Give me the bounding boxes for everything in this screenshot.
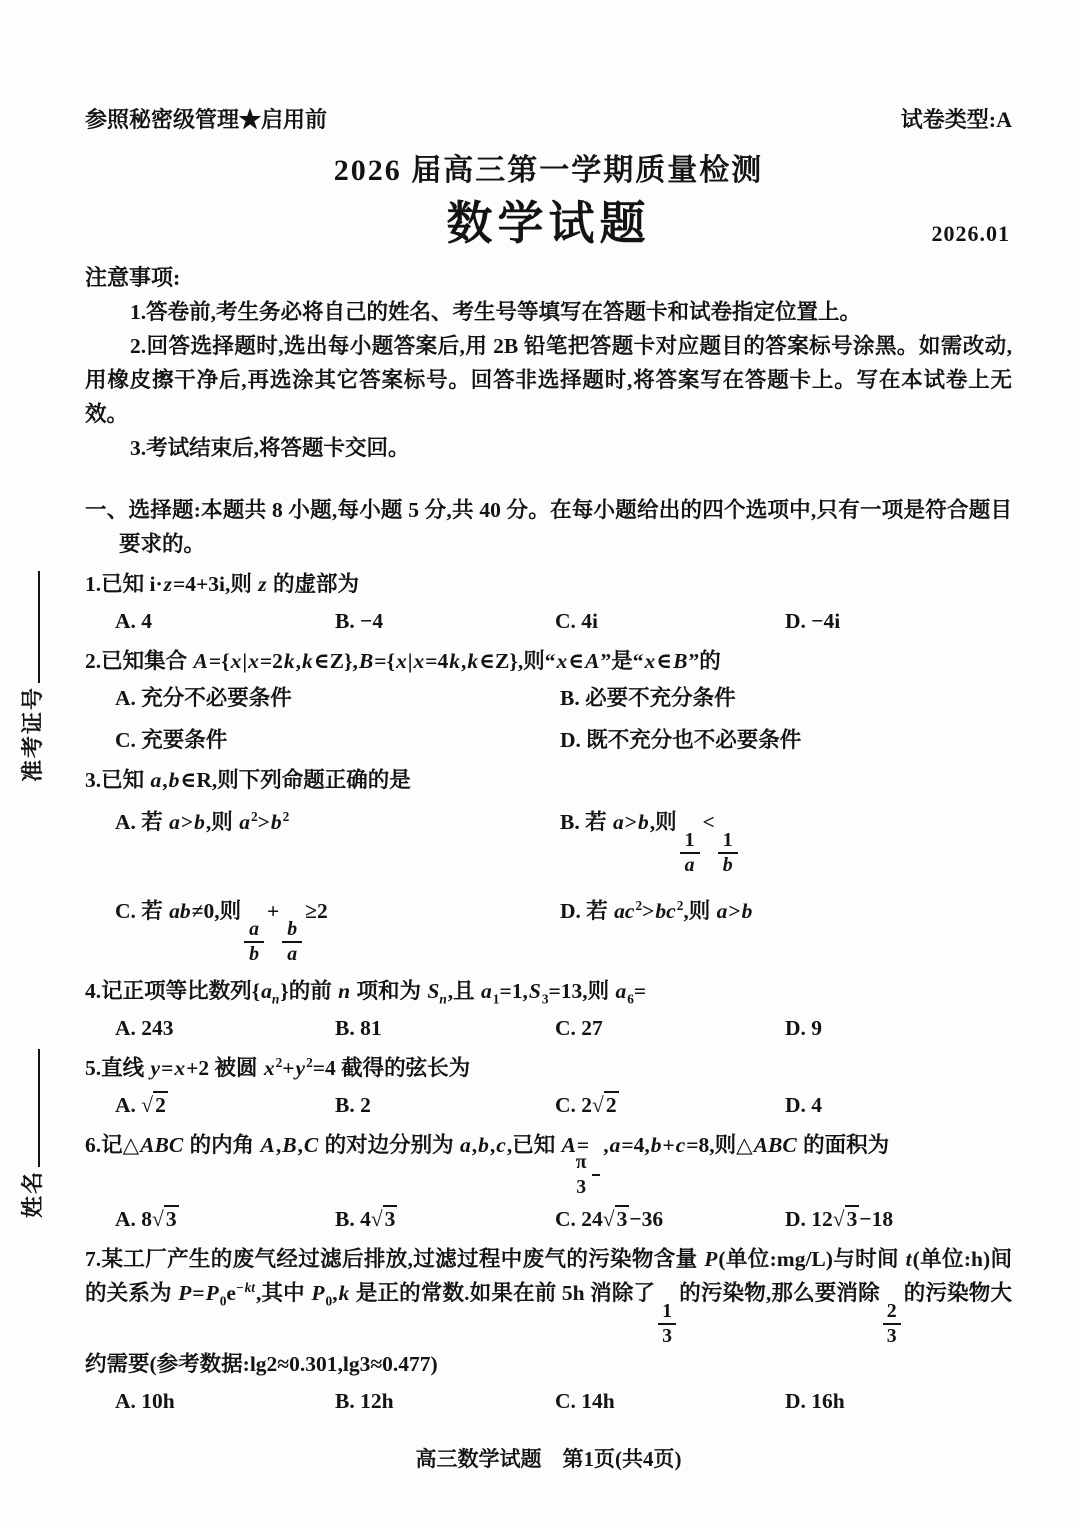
- question-1-option-d: D. −4i: [785, 609, 841, 633]
- question-1-option-c: C. 4i: [555, 609, 598, 633]
- question-2-option-b: B. 必要不充分条件: [560, 686, 736, 710]
- question-4-option-a: A. 243: [115, 1015, 174, 1040]
- question-1: [85, 567, 1012, 638]
- subject-title-row: [85, 195, 1012, 253]
- exam-date: 2026.01: [931, 221, 1010, 246]
- security-classification-label: 参照秘密级管理★启用前: [85, 107, 328, 132]
- exam-session-title: 2026 届高三第一学期质量检测: [333, 154, 764, 187]
- header-row: [85, 103, 1012, 137]
- question-5-option-b: B. 2: [335, 1092, 371, 1117]
- name-blank-line: [17, 1049, 40, 1167]
- question-3-stem: 3.已知 a,b∈R,则下列命题正确的是: [85, 768, 411, 792]
- question-1-options: [85, 604, 1012, 638]
- exam-number-label-text: 准考证号: [20, 685, 45, 782]
- page-content: [85, 0, 1012, 1476]
- question-7-stem: 7.某工厂产生的废气经过滤后排放,过滤过程中废气的污染物含量 P(单位:mg/L)与时间 t(单位:h)间的关系为 $P=P_0e^{-kt}$,其中 $P_0,k$ 是正的常数.如果在前 5h 消除了 $\frac{1}{3}$ 的污染物,那么要消除 $\frac{2}{3}$ 的污染物大约需要(参考数据:lg2≈0.301,lg3≈0.477): [85, 1246, 1012, 1377]
- question-3-option-b: B. 若 a>b,则 $\frac{1}{a}$ < $\frac{1}{b}$: [560, 805, 1012, 876]
- section-1-heading: 一、选择题:本题共 8 小题,每小题 5 分,共 40 分。在每小题给出的四个选项中,只有一项是符合题目要求的。: [85, 498, 1012, 556]
- question-7-option-a: A. 10h: [115, 1389, 175, 1414]
- question-6-option-a: A. 8√3: [115, 1206, 177, 1231]
- question-6-option-b: B. 4√3: [335, 1206, 396, 1231]
- question-2-options: [85, 681, 1012, 757]
- question-2: [85, 644, 1012, 757]
- question-5-stem: 5.直线 y=x+2 被圆 $x^2+y^2=4$ 截得的弦长为: [85, 1054, 471, 1080]
- question-2-option-d: D. 既不充分也不必要条件: [560, 728, 802, 752]
- question-6-stem: 6.记△ABC 的内角 A,B,C 的对边分别为 a,b,c,已知 A= $\frac{\pi}{3}$ ,a=4,b+c=8,则△ABC 的面积为: [85, 1132, 890, 1199]
- notice-item-3: 3.考试结束后,将答题卡交回。: [130, 436, 410, 460]
- question-6-options: [85, 1202, 1012, 1236]
- question-5-option-a: A. √2: [115, 1092, 166, 1117]
- question-1-option-a: A. 4: [115, 609, 153, 633]
- question-4-option-c: C. 27: [555, 1015, 603, 1040]
- name-label: [16, 1049, 47, 1218]
- question-6-option-c: C. 24√3−36: [555, 1206, 664, 1231]
- question-5: [85, 1051, 1012, 1122]
- exam-number-blank-line: [17, 571, 40, 683]
- question-5-option-d: D. 4: [785, 1092, 823, 1117]
- subject-title: 数学试题: [446, 198, 651, 249]
- name-label-text: 姓名: [20, 1169, 45, 1218]
- question-7: [85, 1242, 1012, 1418]
- question-7-option-b: B. 12h: [335, 1389, 394, 1414]
- question-4: [85, 974, 1012, 1045]
- question-3-option-d: D. 若 $ac^2>bc^2$,则 a>b: [560, 898, 753, 924]
- question-4-stem: 4.记正项等比数列$\{a_n\}$的前 n 项和为 $S_n$,且 $a_1=1,S_3=13$,则 $a_6=$: [85, 978, 647, 1006]
- question-5-options: [85, 1088, 1012, 1122]
- question-7-option-c: C. 14h: [555, 1389, 615, 1414]
- question-3-option-a: A. 若 a>b,则 $a^2>b^2$: [115, 808, 290, 834]
- paper-type-label: 试卷类型:A: [900, 107, 1012, 132]
- question-4-option-d: D. 9: [785, 1015, 823, 1040]
- question-2-stem: 2.已知集合 A={x|x=2k,k∈Z},B={x|x=4k,k∈Z},则“x∈A”是“x∈B”的: [85, 649, 721, 673]
- question-7-option-d: D. 16h: [785, 1389, 845, 1414]
- question-3: [85, 763, 1012, 966]
- question-3-options: [85, 805, 1012, 966]
- footer-page-info: 高三数学试题 第1页(共4页): [415, 1447, 682, 1472]
- question-2-option-a: A. 充分不必要条件: [115, 686, 292, 710]
- question-5-option-c: C. 2√2: [555, 1092, 617, 1117]
- question-1-option-b: B. −4: [335, 609, 384, 633]
- question-6: [85, 1128, 1012, 1236]
- question-7-options: [85, 1384, 1012, 1418]
- question-4-option-b: B. 81: [335, 1015, 382, 1040]
- question-1-stem: 1.已知 i·z=4+3i,则 z 的虚部为: [85, 572, 360, 596]
- notice-title: 注意事项:: [85, 265, 181, 290]
- question-2-option-c: C. 充要条件: [115, 728, 228, 752]
- question-4-options: [85, 1011, 1012, 1045]
- exam-number-label: [16, 571, 47, 782]
- notice-item-2: 2.回答选择题时,选出每小题答案后,用 2B 铅笔把答题卡对应题目的答案标号涂黑。如需改动,用橡皮擦干净后,再选涂其它答案标号。回答非选择题时,将答案写在答题卡上。写在本试卷上无效。: [85, 334, 1012, 426]
- notice-item-1: 1.答卷前,考生务必将自己的姓名、考生号等填写在答题卡和试卷指定位置上。: [130, 300, 862, 324]
- question-3-option-c: C. 若 ab≠0,则 $\frac{a}{b}$ + $\frac{b}{a}$ ≥2: [115, 899, 328, 965]
- question-6-option-d: D. 12√3−18: [785, 1206, 894, 1231]
